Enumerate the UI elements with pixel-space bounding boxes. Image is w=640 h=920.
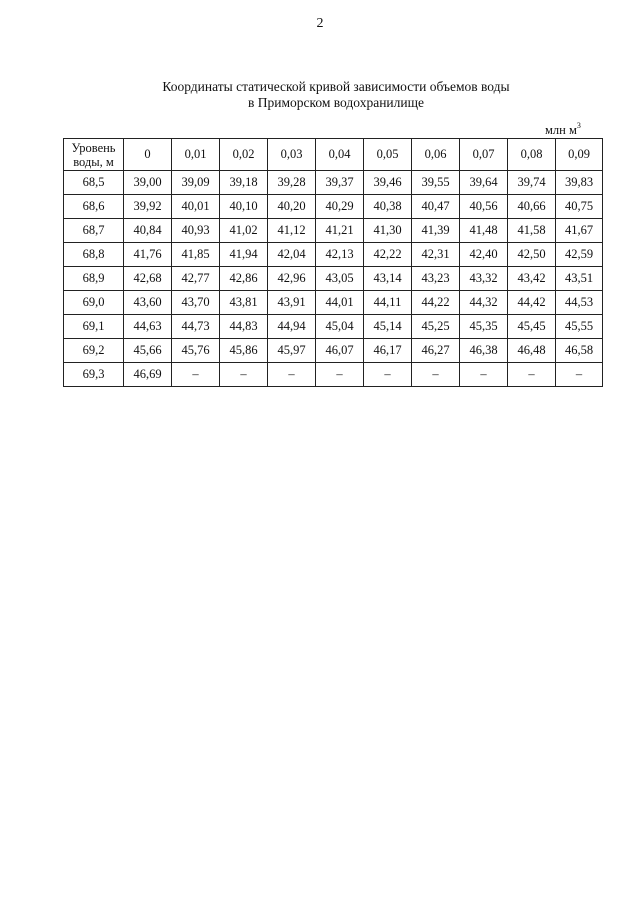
cell-volume: – (316, 363, 364, 387)
cell-volume: 45,35 (460, 315, 508, 339)
header-column: 0,04 (316, 139, 364, 171)
cell-volume: 44,94 (268, 315, 316, 339)
table-row (64, 315, 603, 339)
cell-volume: 44,11 (364, 291, 412, 315)
cell-volume: 44,63 (124, 315, 172, 339)
cell-volume: 45,25 (412, 315, 460, 339)
page-number: 2 (316, 16, 324, 31)
cell-volume: 43,32 (460, 267, 508, 291)
header-column: 0,02 (220, 139, 268, 171)
cell-volume: 41,85 (172, 243, 220, 267)
cell-volume: 39,00 (124, 171, 172, 195)
cell-volume: 44,01 (316, 291, 364, 315)
header-column: 0,03 (268, 139, 316, 171)
cell-volume: 42,22 (364, 243, 412, 267)
table-row (64, 363, 603, 387)
cell-volume: 43,60 (124, 291, 172, 315)
cell-volume: 44,22 (412, 291, 460, 315)
cell-volume: 41,21 (316, 219, 364, 243)
table-body (64, 171, 603, 387)
cell-volume: 43,81 (220, 291, 268, 315)
cell-volume: 42,31 (412, 243, 460, 267)
cell-volume: 41,30 (364, 219, 412, 243)
table-row (64, 243, 603, 267)
cell-water-level: 68,8 (64, 243, 124, 267)
cell-volume: 45,04 (316, 315, 364, 339)
cell-water-level: 68,7 (64, 219, 124, 243)
cell-volume: 45,66 (124, 339, 172, 363)
cell-water-level: 69,2 (64, 339, 124, 363)
cell-volume: 45,45 (508, 315, 556, 339)
cell-volume: 39,46 (364, 171, 412, 195)
cell-volume: 40,56 (460, 195, 508, 219)
cell-volume: 43,70 (172, 291, 220, 315)
cell-volume: 45,97 (268, 339, 316, 363)
cell-volume: 42,59 (556, 243, 603, 267)
cell-volume: 41,39 (412, 219, 460, 243)
cell-volume: 46,48 (508, 339, 556, 363)
cell-volume: 45,55 (556, 315, 603, 339)
units-text: млн м (545, 123, 577, 138)
cell-volume: 43,91 (268, 291, 316, 315)
cell-volume: 42,86 (220, 267, 268, 291)
cell-volume: 46,69 (124, 363, 172, 387)
cell-volume: – (556, 363, 603, 387)
cell-water-level: 69,1 (64, 315, 124, 339)
cell-water-level: 68,6 (64, 195, 124, 219)
header-water-level-line-1: Уровень (71, 140, 116, 155)
volume-table (63, 138, 603, 387)
cell-volume: – (508, 363, 556, 387)
cell-volume: 41,67 (556, 219, 603, 243)
cell-volume: 44,32 (460, 291, 508, 315)
cell-volume: 40,38 (364, 195, 412, 219)
cell-volume: 42,77 (172, 267, 220, 291)
header-water-level (64, 139, 124, 171)
cell-volume: 39,92 (124, 195, 172, 219)
cell-volume: – (460, 363, 508, 387)
header-column: 0,01 (172, 139, 220, 171)
cell-volume: 42,68 (124, 267, 172, 291)
cell-volume: – (220, 363, 268, 387)
table-row (64, 195, 603, 219)
cell-volume: 40,29 (316, 195, 364, 219)
cell-volume: 41,58 (508, 219, 556, 243)
cell-volume: 39,74 (508, 171, 556, 195)
cell-volume: 43,42 (508, 267, 556, 291)
cell-volume: 42,50 (508, 243, 556, 267)
header-column: 0,07 (460, 139, 508, 171)
cell-volume: 46,17 (364, 339, 412, 363)
cell-volume: 41,02 (220, 219, 268, 243)
cell-volume: 39,83 (556, 171, 603, 195)
cell-volume: 45,86 (220, 339, 268, 363)
cell-volume: 44,42 (508, 291, 556, 315)
cell-volume: 43,51 (556, 267, 603, 291)
cell-water-level: 68,9 (64, 267, 124, 291)
title-line-2: в Приморском водохранилище (247, 95, 424, 110)
cell-water-level: 69,0 (64, 291, 124, 315)
cell-volume: 41,94 (220, 243, 268, 267)
cell-volume: 46,58 (556, 339, 603, 363)
table-header-row (64, 139, 603, 171)
cell-volume: 41,76 (124, 243, 172, 267)
header-column: 0,08 (508, 139, 556, 171)
cell-volume: 40,10 (220, 195, 268, 219)
table-row (64, 291, 603, 315)
document-title (0, 79, 640, 111)
cell-volume: 45,76 (172, 339, 220, 363)
cell-volume: 45,14 (364, 315, 412, 339)
cell-volume: 41,48 (460, 219, 508, 243)
table-row (64, 171, 603, 195)
cell-volume: 40,84 (124, 219, 172, 243)
units-label (545, 122, 581, 138)
cell-volume: 42,13 (316, 243, 364, 267)
cell-volume: 41,12 (268, 219, 316, 243)
cell-volume: 40,01 (172, 195, 220, 219)
header-column: 0,09 (556, 139, 603, 171)
cell-water-level: 68,5 (64, 171, 124, 195)
cell-volume: 43,23 (412, 267, 460, 291)
table-row (64, 339, 603, 363)
title-line-1: Координаты статической кривой зависимости объемов воды (162, 79, 510, 94)
cell-volume: 42,96 (268, 267, 316, 291)
cell-volume: 46,27 (412, 339, 460, 363)
table-row (64, 219, 603, 243)
cell-volume: 40,20 (268, 195, 316, 219)
cell-volume: 39,55 (412, 171, 460, 195)
cell-volume: 40,47 (412, 195, 460, 219)
header-column: 0,05 (364, 139, 412, 171)
cell-volume: – (268, 363, 316, 387)
cell-volume: 43,14 (364, 267, 412, 291)
units-exponent: 3 (576, 121, 581, 130)
cell-volume: 44,53 (556, 291, 603, 315)
cell-volume: 46,07 (316, 339, 364, 363)
cell-volume: 39,37 (316, 171, 364, 195)
cell-volume: 39,28 (268, 171, 316, 195)
cell-volume: 43,05 (316, 267, 364, 291)
cell-volume: 44,83 (220, 315, 268, 339)
cell-volume: – (412, 363, 460, 387)
cell-water-level: 69,3 (64, 363, 124, 387)
cell-volume: – (364, 363, 412, 387)
cell-volume: 39,64 (460, 171, 508, 195)
table-row (64, 267, 603, 291)
cell-volume: 46,38 (460, 339, 508, 363)
header-column: 0 (124, 139, 172, 171)
header-water-level-line-2: воды, м (73, 154, 114, 169)
cell-volume: 40,75 (556, 195, 603, 219)
cell-volume: – (172, 363, 220, 387)
cell-volume: 40,93 (172, 219, 220, 243)
cell-volume: 42,04 (268, 243, 316, 267)
cell-volume: 39,09 (172, 171, 220, 195)
header-column: 0,06 (412, 139, 460, 171)
cell-volume: 42,40 (460, 243, 508, 267)
cell-volume: 40,66 (508, 195, 556, 219)
cell-volume: 44,73 (172, 315, 220, 339)
cell-volume: 39,18 (220, 171, 268, 195)
